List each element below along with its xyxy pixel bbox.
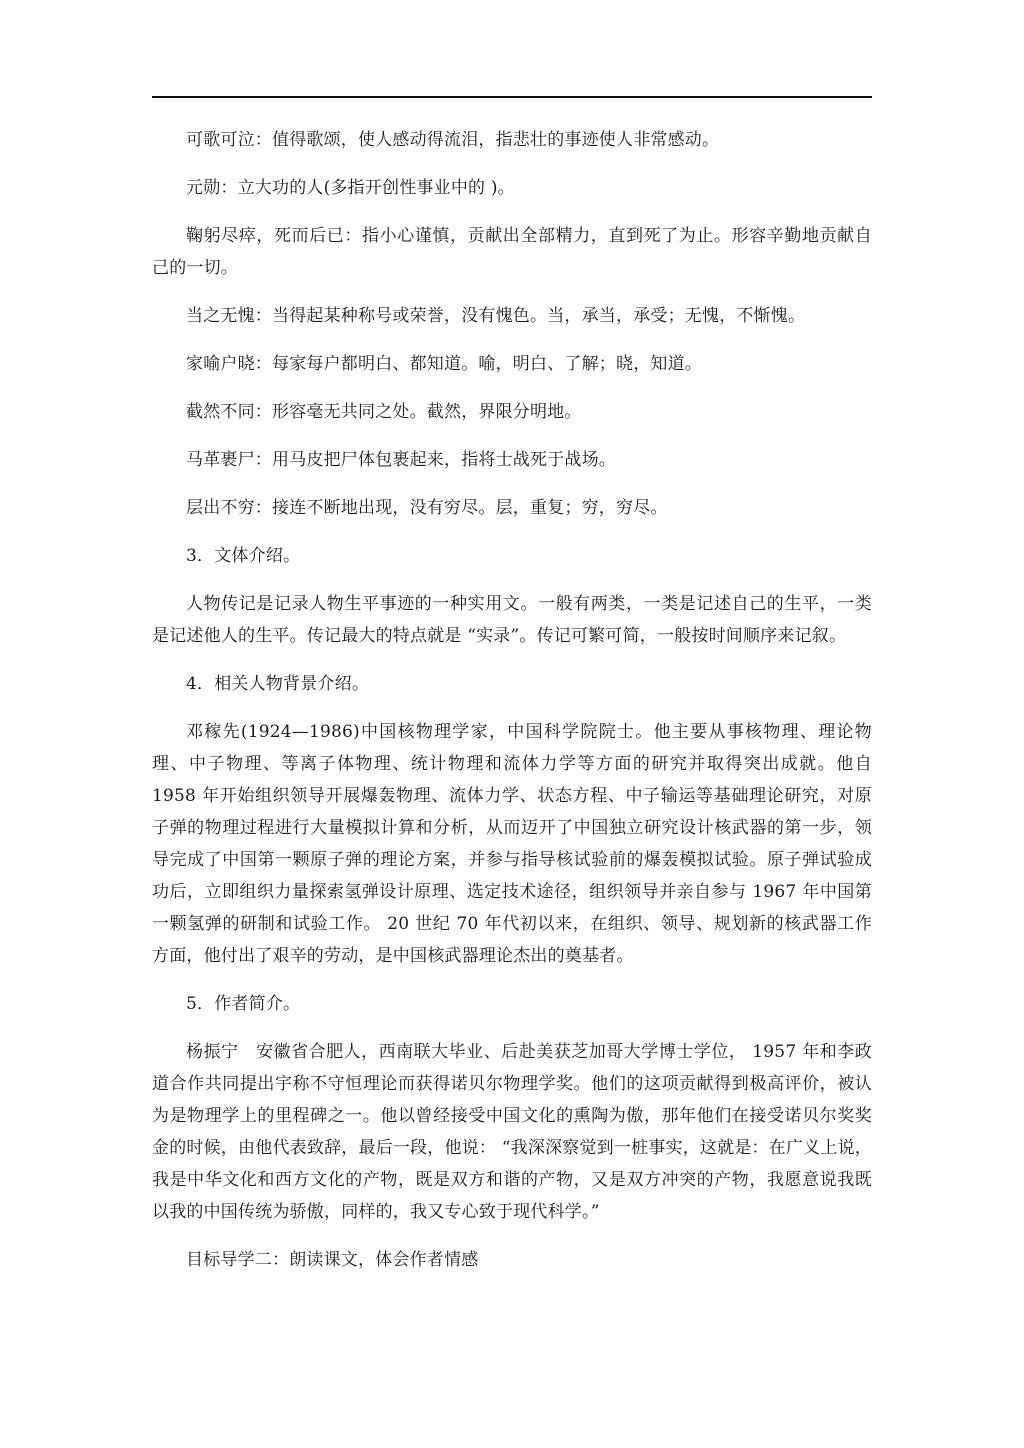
section-heading-genre: 3．文体介绍。 (186, 546, 301, 566)
paragraph-idiom-magueguoshi: 马革裹尸：用马皮把尸体包裹起来，指将士战死于战场。 (186, 450, 616, 470)
paragraph-idiom-jierانbutong: 截然不同：形容毫无共同之处。截然，界限分明地。 (186, 402, 582, 422)
paragraph-idiom-kegekeqi: 可歌可泣：值得歌颂，使人感动得流泪，指悲壮的事迹使人非常感动。 (186, 130, 720, 150)
paragraph-idiom-jiayuhuxiao: 家喻户晓：每家每户都明白、都知道。喻，明白、了解；晓，知道。 (186, 354, 702, 374)
paragraph-idiom-cengchubuqiong: 层出不穷：接连不断地出现，没有穷尽。层，重复；穷，穷尽。 (186, 498, 668, 518)
document-body (152, 124, 872, 1292)
paragraph-genre-intro: 人物传记是记录人物生平事迹的一种实用文。一般有两类，一类是记述自己的生平，一类是记述他人的生平。传记最大的特点就是 “实录”。传记可繁可简，一般按时间顺序来记叙。 (152, 594, 872, 646)
header-rule (152, 96, 872, 98)
paragraph-idiom-dangzhiwukui: 当之无愧：当得起某种称号或荣誉，没有愧色。当，承当，承受；无愧，不惭愧。 (186, 306, 806, 326)
paragraph-deng-jiaxian: 邓稼先(1924—1986)中国核物理学家，中国科学院院士。他主要从事核物理、理论物理、中子物理、等离子体物理、统计物理和流体力学等方面的研究并取得突出成就。他自 1958 年开始组织领导开展爆轰物理、流体力学、状态方程、中子输运等基础理论研究，对原子弹的物理过程进行大量模拟计算和分析，从而迈开了中国独立研究设计核武器的第一步，领导完成了中国第一颗原子弹的理论方案，并参与指导核试验前的爆轰模拟试验。原子弹试验成功后，立即组织力量探索氢弹设计原理、选定技术途径，组织领导并亲自参与 1967 年中国第一颗氢弹的研制和试验工作。 20 世纪 70 年代初以来，在组织、领导、规划新的核武器工作方面，他付出了艰辛的劳动，是中国核武器理论杰出的奠基者。 (152, 722, 872, 966)
section-heading-background: 4．相关人物背景介绍。 (186, 674, 370, 694)
paragraph-yang-zhenning: 杨振宁 安徽省合肥人，西南联大毕业、后赴美获芝加哥大学博士学位， 1957 年和李政道合作共同提出宇称不守恒理论而获得诺贝尔物理学奖。他们的这项贡献得到极高评价，被认为是物理学上的里程碑之一。他以曾经接受中国文化的熏陶为傲，那年他们在接受诺贝尔奖奖金的时候，由他代表致辞，最后一段，他说： “我深深察觉到一桩事实，这就是：在广义上说，我是中华文化和西方文化的产物，既是双方和谐的产物，又是双方冲突的产物，我愿意说我既以我的中国传统为骄傲，同样的，我又专心致于现代科学。” (152, 1042, 872, 1222)
section-heading-goal-two: 目标导学二：朗读课文，体会作者情感 (186, 1250, 479, 1270)
section-heading-author: 5．作者简介。 (186, 994, 301, 1014)
paragraph-idiom-yuanxun: 元勋：立大功的人(多指开创性事业中的 )。 (186, 178, 515, 198)
paragraph-idiom-jugongjincui: 鞠躬尽瘁，死而后已：指小心谨慎，贡献出全部精力，直到死了为止。形容辛勤地贡献自己的一切。 (152, 226, 872, 278)
